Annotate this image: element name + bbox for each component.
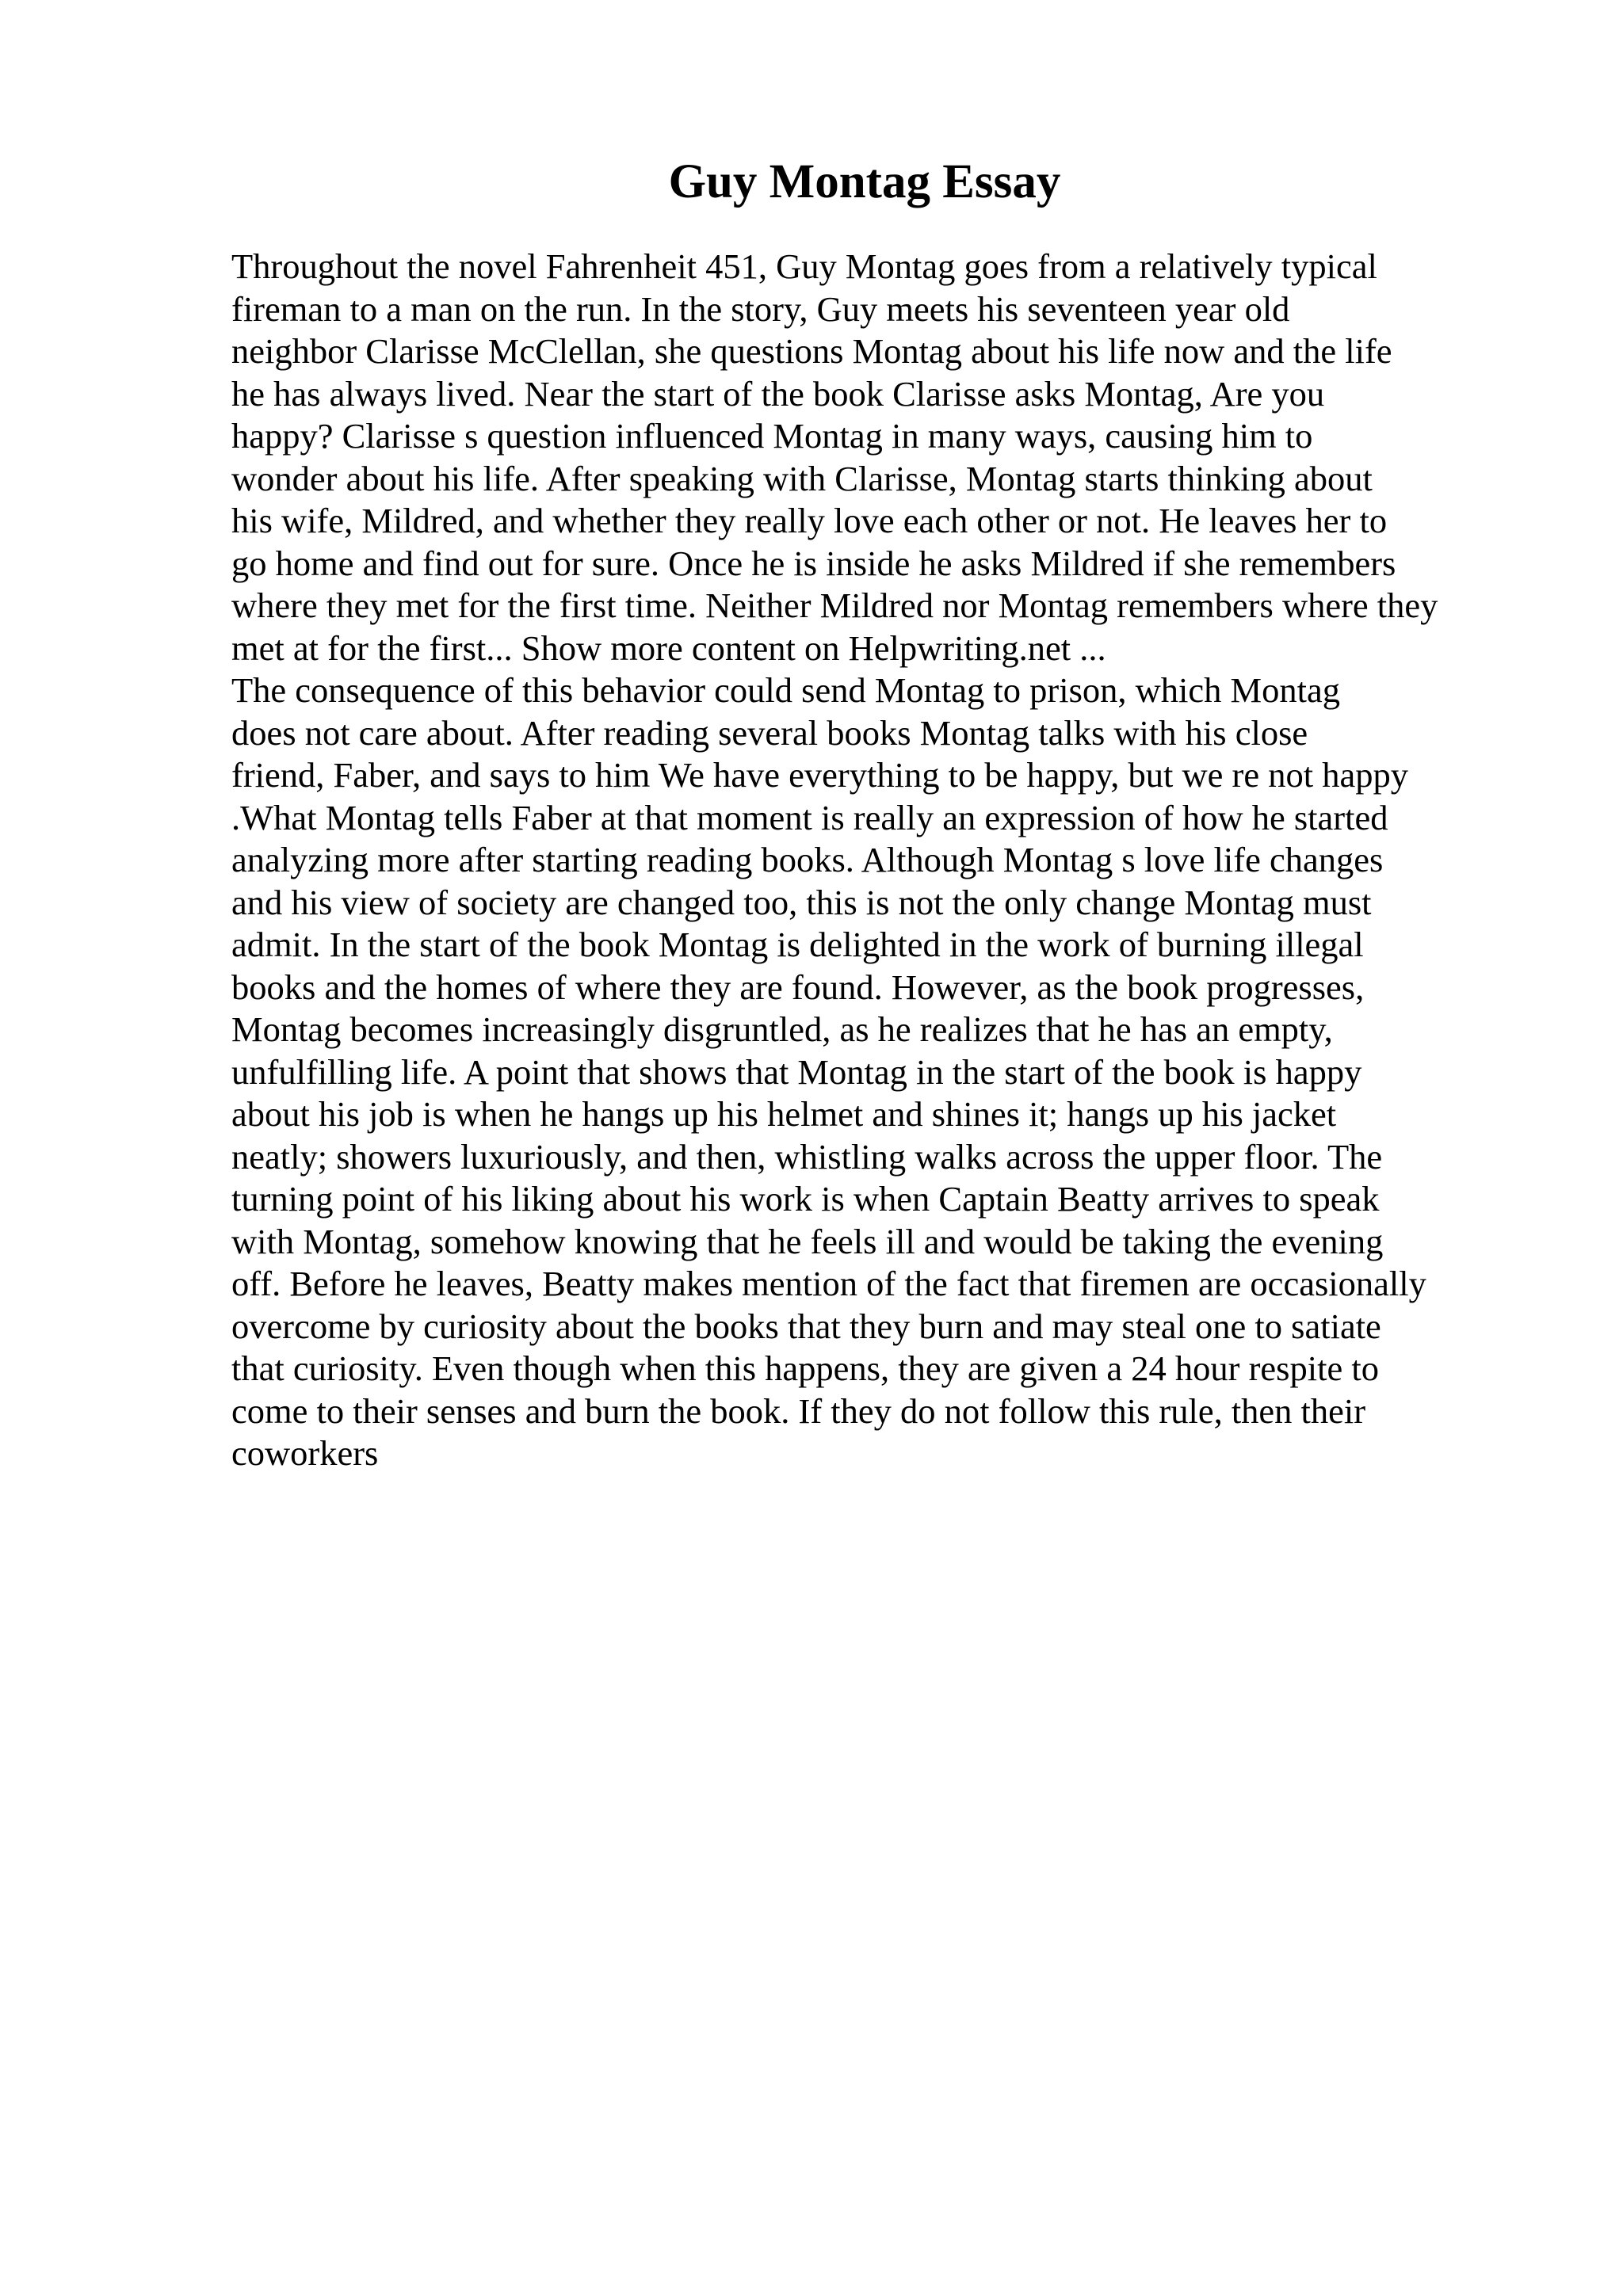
essay-line: where they met for the first time. Neither Mildred nor Montag remembers where they: [231, 585, 1438, 625]
essay-line: friend, Faber, and says to him We have everything to be happy, but we re not happy: [231, 755, 1408, 795]
essay-line: Montag becomes increasingly disgruntled, as he realizes that he has an empty,: [231, 1009, 1333, 1049]
essay-line: neatly; showers luxuriously, and then, whistling walks across the upper floor. The: [231, 1136, 1383, 1177]
essay-line: and his view of society are changed too, this is not the only change Montag must: [231, 882, 1372, 922]
essay-line: admit. In the start of the book Montag is delighted in the work of burning illegal: [231, 925, 1364, 964]
essay-line: fireman to a man on the run. In the story, Guy meets his seventeen year old: [231, 288, 1290, 329]
essay-line: coworkers: [231, 1433, 379, 1473]
essay-line: he has always lived. Near the start of the book Clarisse asks Montag, Are you: [231, 373, 1325, 414]
essay-line: wonder about his life. After speaking with Clarisse, Montag starts thinking about: [231, 458, 1373, 498]
essay-line: Throughout the novel Fahrenheit 451, Guy Montag goes from a relatively typical: [231, 246, 1377, 286]
essay-line: The consequence of this behavior could send Montag to prison, which Montag: [231, 670, 1340, 710]
essay-body: [231, 246, 1594, 1475]
document-title: Guy Montag Essay: [668, 155, 1061, 208]
essay-line: happy? Clarisse s question influenced Montag in many ways, causing him to: [231, 416, 1313, 456]
essay-line: does not care about. After reading several books Montag talks with his close: [231, 712, 1308, 753]
essay-line: analyzing more after starting reading books. Although Montag s love life changes: [231, 840, 1384, 879]
essay-line: .What Montag tells Faber at that moment is really an expression of how he started: [231, 797, 1388, 837]
essay-line: with Montag, somehow knowing that he feels ill and would be taking the evening: [231, 1221, 1384, 1261]
essay-line: met at for the first... Show more content on Helpwriting.net ...: [231, 627, 1106, 668]
essay-line: overcome by curiosity about the books that they burn and may steal one to satiate: [231, 1306, 1381, 1346]
essay-line: his wife, Mildred, and whether they really love each other or not. He leaves her to: [231, 501, 1388, 540]
essay-line: turning point of his liking about his work is when Captain Beatty arrives to speak: [231, 1179, 1380, 1219]
essay-line: come to their senses and burn the book. If they do not follow this rule, then their: [231, 1390, 1366, 1431]
essay-line: go home and find out for sure. Once he is inside he asks Mildred if she remembers: [231, 543, 1396, 583]
essay-line: unfulfilling life. A point that shows that Montag in the start of the book is happy: [231, 1051, 1362, 1092]
essay-line: books and the homes of where they are found. However, as the book progresses,: [231, 967, 1365, 1007]
essay-line: off. Before he leaves, Beatty makes mention of the fact that firemen are occasionally: [231, 1264, 1426, 1303]
essay-line: that curiosity. Even though when this happens, they are given a 24 hour respite to: [231, 1348, 1379, 1388]
essay-line: about his job is when he hangs up his helmet and shines it; hangs up his jacket: [231, 1094, 1337, 1134]
essay-line: neighbor Clarisse McClellan, she questions Montag about his life now and the life: [231, 331, 1392, 371]
